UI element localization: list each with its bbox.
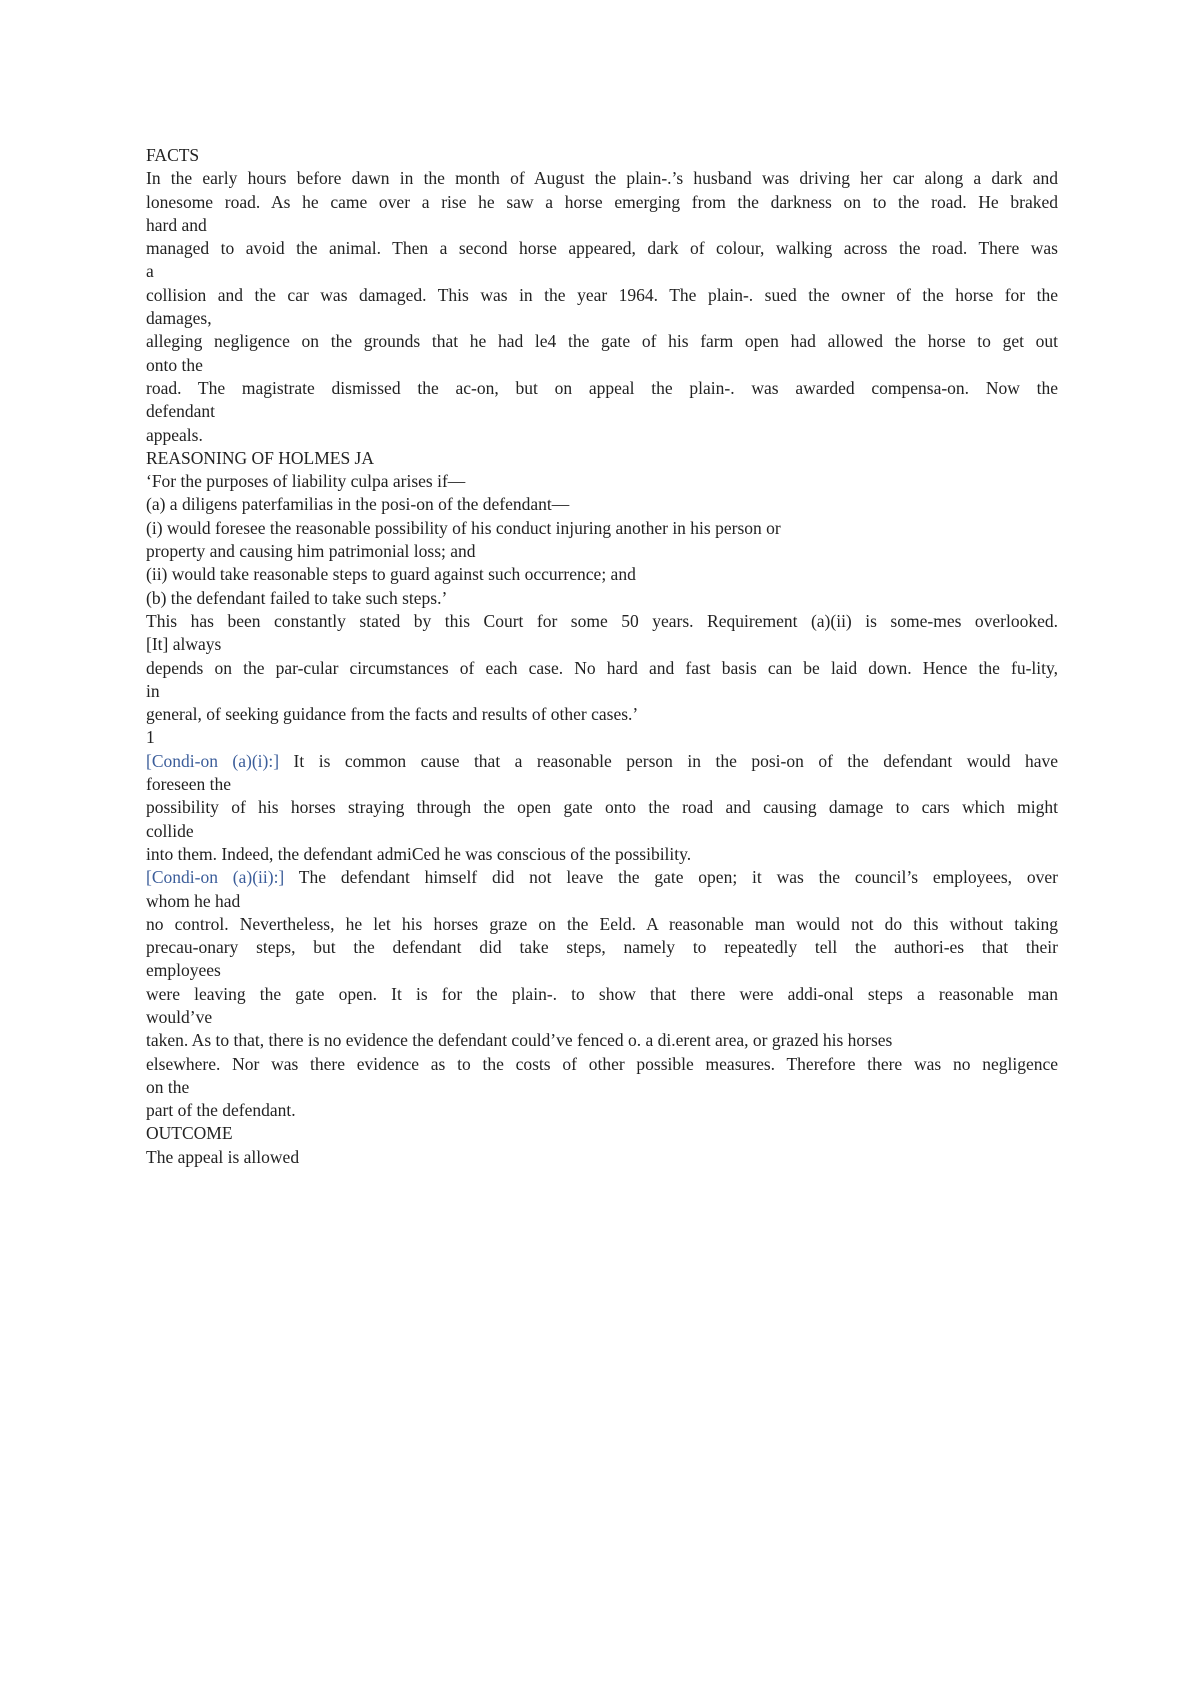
- footnote-number: 1: [146, 727, 155, 748]
- quote-line: (ii) would take reasonable steps to guard against such occurrence; and: [146, 564, 636, 585]
- quote-line: ‘For the purposes of liability culpa arises if—: [146, 471, 466, 492]
- condition-a-ii-line: whom he had: [146, 890, 241, 911]
- condition-a-ii-text: The defendant himself did not leave the gate open; it was the council’s employees, over: [284, 867, 1058, 888]
- condition-a-ii-line: on the: [146, 1076, 190, 1097]
- facts-line: managed to avoid the animal. Then a second horse appeared, dark of colour, walking across the road. There was: [146, 238, 1058, 259]
- condition-a-ii-line: were leaving the gate open. It is for the plain-. to show that there were addi-onal steps a reasonable man: [146, 983, 1058, 1004]
- condition-a-i-line: possibility of his horses straying through the open gate onto the road and causing damage to cars which might: [146, 797, 1058, 818]
- quote-line: (a) a diligens paterfamilias in the posi-on of the defendant—: [146, 494, 570, 515]
- court-line: This has been constantly stated by this Court for some 50 years. Requirement (a)(ii) is some-mes overlooked.: [146, 610, 1058, 631]
- condition-a-ii-line: elsewhere. Nor was there evidence as to the costs of other possible measures. Therefore there was no negligence: [146, 1053, 1058, 1074]
- facts-line: onto the: [146, 354, 203, 375]
- condition-a-i-line: foreseen the: [146, 774, 232, 795]
- outcome-heading: OUTCOME: [146, 1123, 233, 1144]
- condition-a-ii-line: employees: [146, 960, 221, 981]
- facts-line: defendant: [146, 401, 215, 422]
- condition-a-i-tag: [Condi-on (a)(i):]: [146, 750, 280, 771]
- court-line: in: [146, 680, 160, 701]
- condition-a-i-line: into them. Indeed, the defendant admiCed he was conscious of the possibility.: [146, 843, 692, 864]
- court-line: general, of seeking guidance from the facts and results of other cases.’: [146, 704, 639, 725]
- facts-line: damages,: [146, 308, 212, 329]
- condition-a-i-text: It is common cause that a reasonable person in the posi-on of the defendant would have: [279, 750, 1058, 771]
- court-line: depends on the par-cular circumstances of each case. No hard and fast basis can be laid down. Hence the fu-lity,: [146, 657, 1058, 678]
- court-line: [It] always: [146, 634, 222, 655]
- quote-line: (b) the defendant failed to take such steps.’: [146, 587, 448, 608]
- facts-line: collision and the car was damaged. This was in the year 1964. The plain-. sued the owner of the horse for the: [146, 284, 1058, 305]
- facts-line: alleging negligence on the grounds that he had le4 the gate of his farm open had allowed the horse to get out: [146, 331, 1058, 352]
- condition-a-ii-line: part of the defendant.: [146, 1100, 296, 1121]
- facts-line: road. The magistrate dismissed the ac-on, but on appeal the plain-. was awarded compensa-on. Now the: [146, 377, 1058, 398]
- quote-line: property and causing him patrimonial loss; and: [146, 541, 476, 562]
- facts-line: a: [146, 261, 154, 282]
- condition-a-ii-line: precau-onary steps, but the defendant did take steps, namely to repeatedly tell the authori-es that their: [146, 937, 1058, 958]
- condition-a-ii-line: taken. As to that, there is no evidence the defendant could’ve fenced o. a di.erent area, or grazed his horses: [146, 1030, 893, 1051]
- condition-a-ii-line: no control. Nevertheless, he let his horses graze on the Eeld. A reasonable man would not do this without taking: [146, 913, 1058, 934]
- reasoning-heading: REASONING OF HOLMES JA: [146, 447, 375, 468]
- facts-heading: FACTS: [146, 145, 200, 165]
- outcome-text: The appeal is allowed: [146, 1146, 300, 1167]
- facts-line: lonesome road. As he came over a rise he saw a horse emerging from the darkness on to the road. He braked: [146, 191, 1058, 212]
- facts-line: hard and: [146, 214, 207, 235]
- condition-a-ii-line: would’ve: [146, 1006, 213, 1027]
- condition-a-i-first-line: [146, 750, 1058, 773]
- document-body: [146, 144, 1058, 1169]
- condition-a-i-line: collide: [146, 820, 194, 841]
- condition-a-ii-first-line: [146, 866, 1058, 889]
- facts-line: In the early hours before dawn in the month of August the plain-.’s husband was driving her car along a dark and: [146, 168, 1058, 189]
- quote-line: (i) would foresee the reasonable possibility of his conduct injuring another in his person or: [146, 517, 781, 538]
- facts-line: appeals.: [146, 424, 203, 445]
- condition-a-ii-tag: [Condi-on (a)(ii):]: [146, 867, 285, 888]
